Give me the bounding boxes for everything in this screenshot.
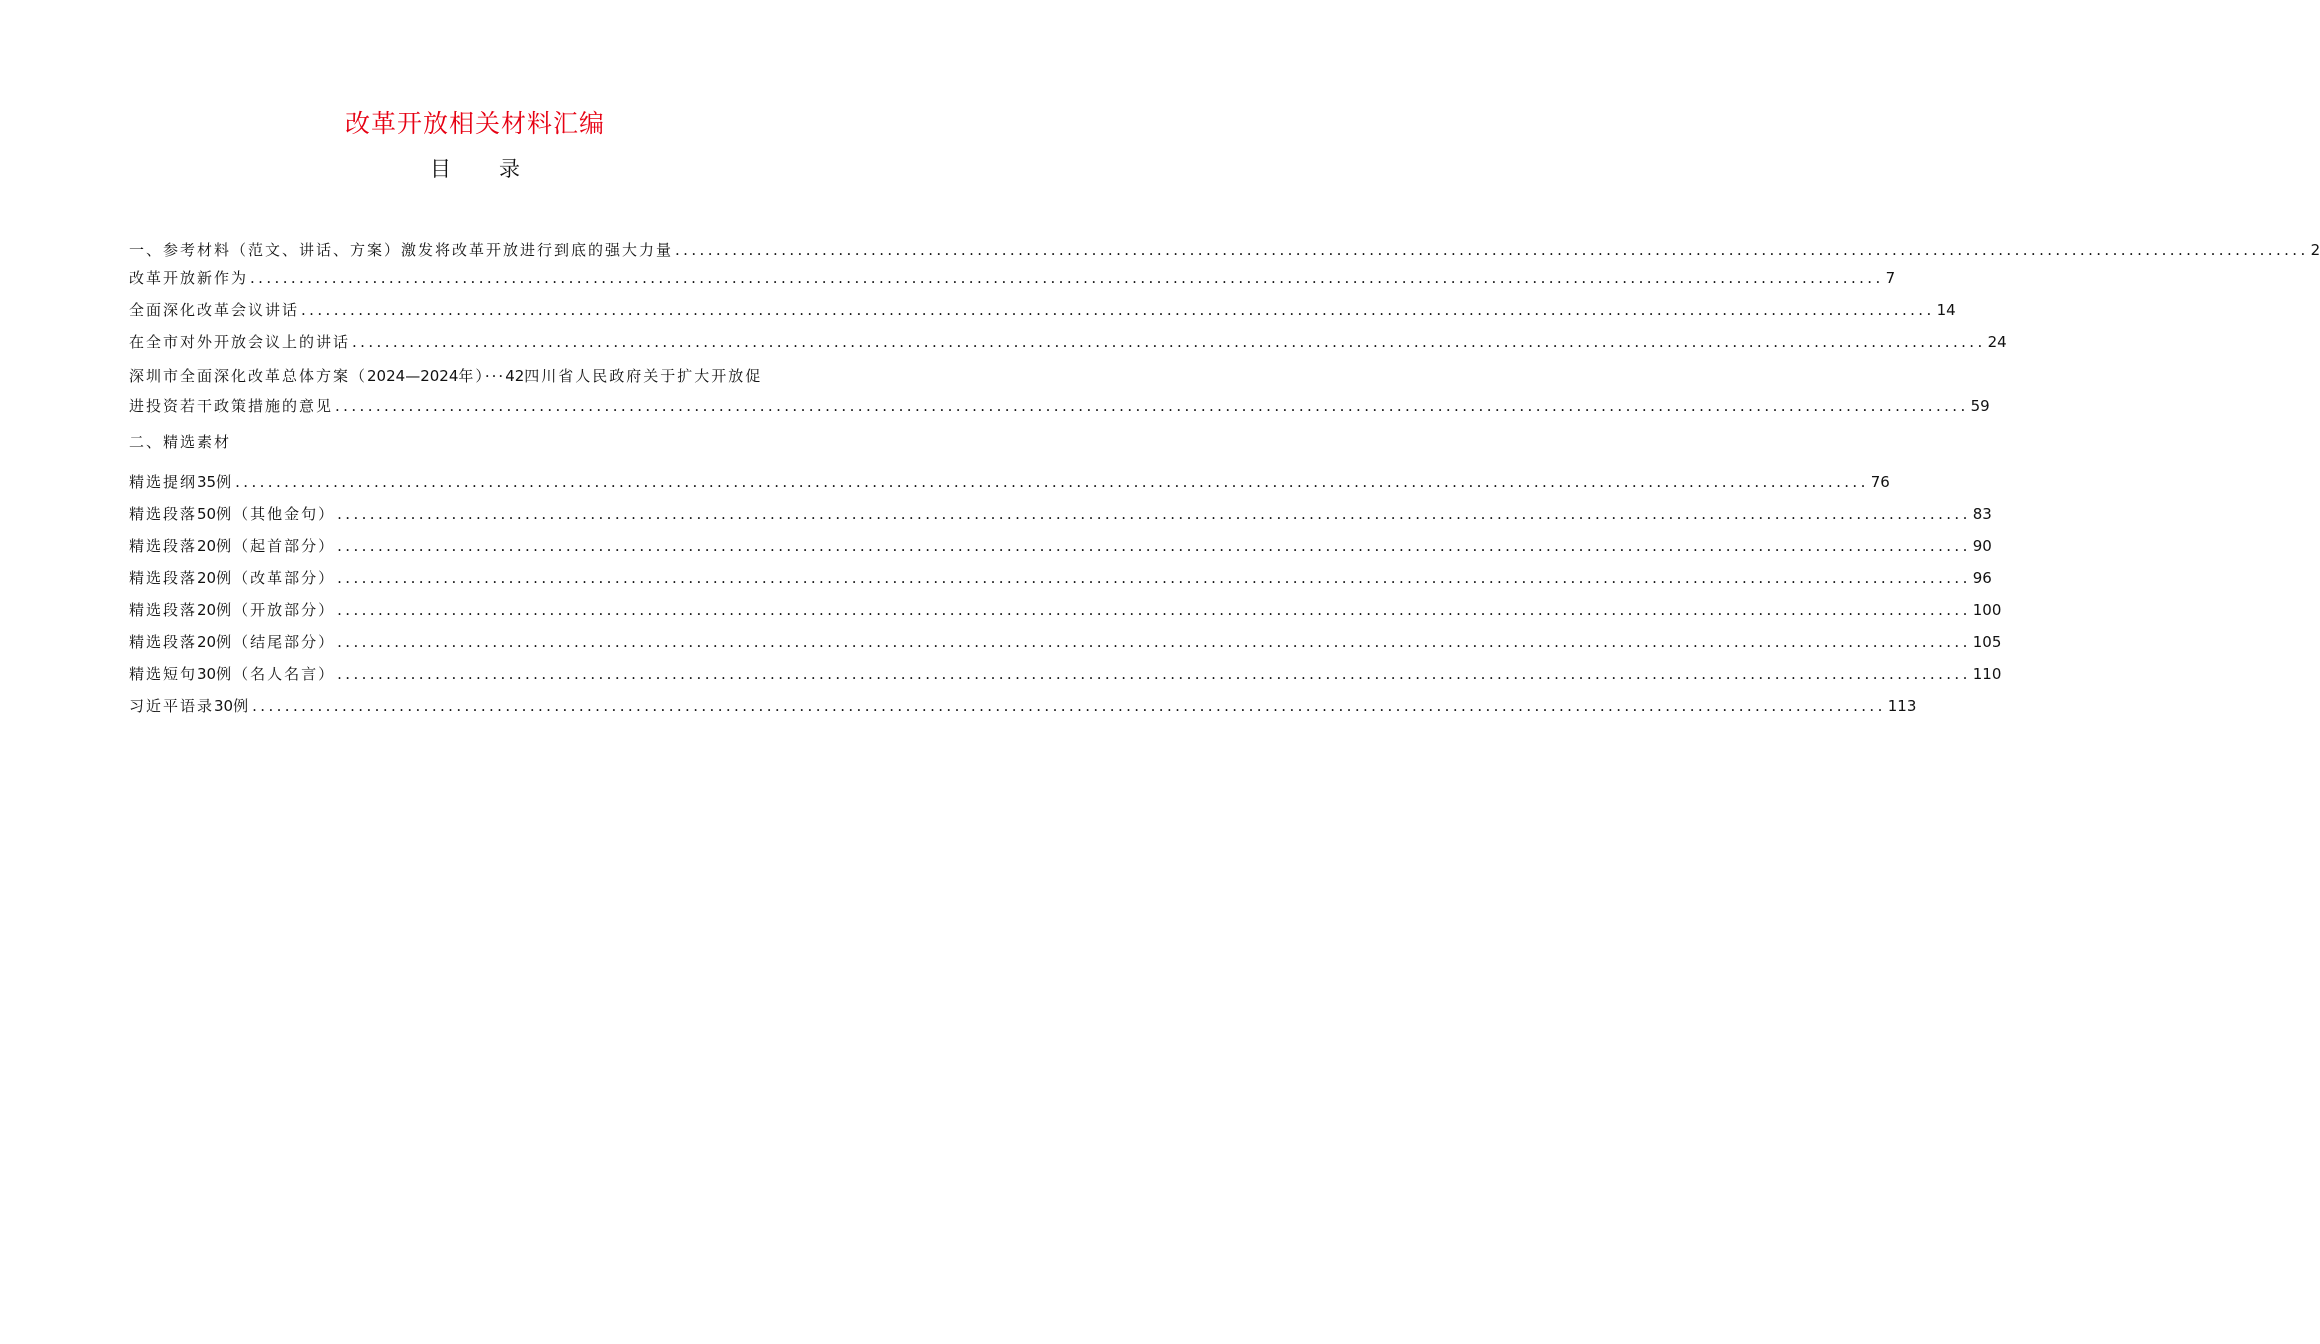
dot-leader: ........................................................................................................................................................................................................ (301, 301, 1935, 319)
toc-entry-label: 精选段落20例（开放部分） (129, 601, 336, 619)
toc-entry-label: 习近平语录30例 (129, 697, 251, 715)
toc-heading (0, 153, 950, 183)
toc-entry-page: 2 (2310, 241, 2320, 259)
toc-entry-section1[interactable] (129, 236, 2320, 260)
document-title: 改革开放相关材料汇编 (344, 109, 605, 138)
dot-leader: ........................................................................................................................................................................................................ (335, 397, 1969, 415)
toc-entry-page: 7 (1885, 269, 1896, 287)
toc-entry-combined-line2[interactable] (129, 392, 1990, 416)
toc-entry-label: 全面深化改革会议讲话 (129, 301, 300, 319)
toc-entry-label: 精选段落20例（起首部分） (129, 537, 336, 555)
toc-entry-label: 精选段落20例（改革部分） (129, 569, 336, 587)
toc-section-heading[interactable]: 二、精选素材 (129, 433, 232, 451)
toc-entry-page: 96 (1972, 569, 1992, 587)
toc-entry[interactable] (129, 296, 1956, 320)
toc-entry[interactable] (129, 692, 1917, 716)
toc-entry-label: 在全市对外开放会议上的讲话 (129, 333, 351, 351)
dot-leader: ........................................................................................................................................................................................................ (337, 505, 1971, 523)
toc-entry[interactable] (129, 660, 2002, 684)
toc-entry-label: 精选短句30例（名人名言） (129, 665, 336, 683)
dot-leader: ........................................................................................................................................................................................................ (250, 269, 1884, 287)
toc-entry-label: 精选段落20例（结尾部分） (129, 633, 336, 651)
toc-entry[interactable] (129, 328, 2007, 352)
toc-entry-label: 年）··· (458, 367, 506, 385)
toc-entry[interactable] (129, 564, 1992, 588)
toc-entry-label: 精选提纲35例 (129, 473, 234, 491)
dot-leader: ........................................................................................................................................................................................................ (337, 537, 1971, 555)
toc-entry-combined[interactable] (129, 366, 828, 390)
toc-entry[interactable] (129, 596, 2002, 620)
toc-entry-label: 精选段落50例（其他金句） (129, 505, 336, 523)
dot-leader: ........................................................................................................................................................................................................ (337, 633, 1971, 651)
toc-entry-label: 四川省人民政府关于扩大开放促 (524, 367, 763, 385)
toc-entry-page: 90 (1972, 537, 1992, 555)
dot-leader: ........................................................................................................................................................................................................ (252, 697, 1886, 715)
toc-entry[interactable] (129, 468, 1890, 492)
toc-entry-page: 83 (1972, 505, 1992, 523)
toc-entry[interactable] (129, 264, 1896, 288)
dot-leader: ........................................................................................................................................................................................................ (337, 569, 1971, 587)
toc-entry-page: 113 (1887, 697, 1917, 715)
toc-entry-page: 76 (1870, 473, 1890, 491)
toc-entry-years: 2024—2024 (367, 367, 459, 385)
toc-entry-page: 105 (1972, 633, 2002, 651)
toc-entry-label: 进投资若干政策措施的意见 (129, 397, 334, 415)
toc-entry-page: 42 (505, 367, 525, 385)
toc-heading-char-2: 录 (499, 157, 520, 181)
toc-entry-page: 59 (1970, 397, 1990, 415)
dot-leader: ........................................................................................................................................................................................................ (352, 333, 1986, 351)
dot-leader: ........................................................................................................................................................................................................ (675, 241, 2309, 259)
dot-leader: ........................................................................................................................................................................................................ (337, 665, 1971, 683)
toc-entry-label: 一、参考材料（范文、讲话、方案）激发将改革开放进行到底的强大力量 (129, 241, 674, 259)
toc-entry[interactable] (129, 628, 2002, 652)
toc-entry-page: 110 (1972, 665, 2002, 683)
toc-entry-label: 深圳市全面深化改革总体方案（ (129, 367, 368, 385)
dot-leader: ........................................................................................................................................................................................................ (337, 601, 1971, 619)
toc-heading-char-1: 目 (430, 157, 451, 181)
toc-entry-page: 100 (1972, 601, 2002, 619)
toc-entry[interactable] (129, 500, 1992, 524)
toc-entry[interactable] (129, 532, 1992, 556)
toc-entry-combined-line1 (129, 366, 828, 390)
dot-leader: ........................................................................................................................................................................................................ (235, 473, 1869, 491)
toc-entry-page: 14 (1936, 301, 1956, 319)
toc-entry-label: 改革开放新作为 (129, 269, 249, 287)
toc-entry-page: 24 (1987, 333, 2007, 351)
